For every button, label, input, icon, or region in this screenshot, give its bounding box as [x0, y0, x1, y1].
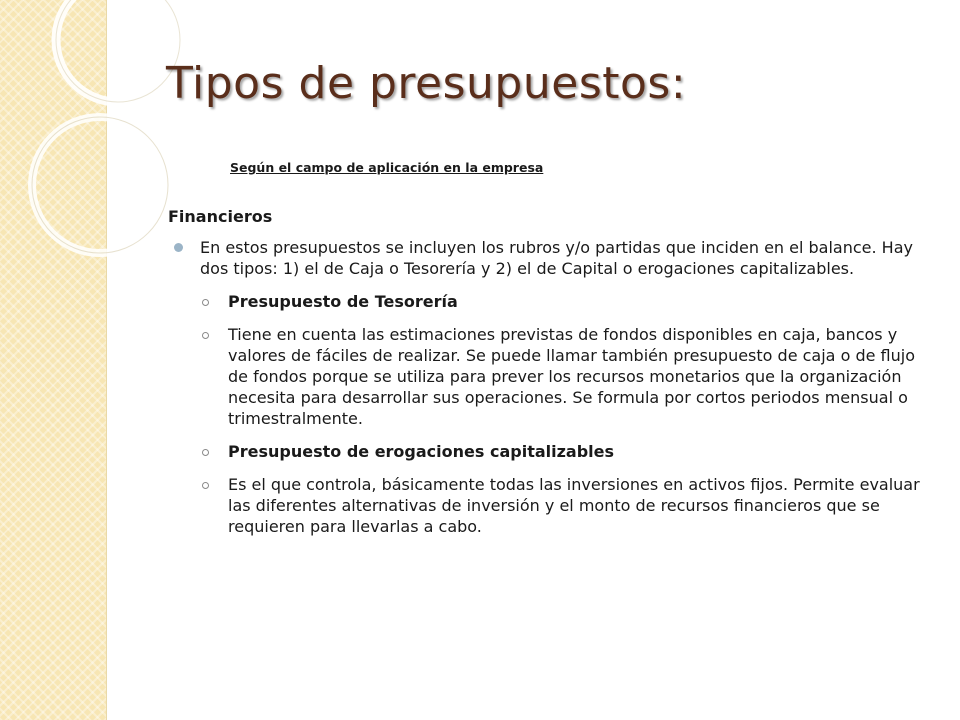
hollow-circle-bullet-icon	[202, 332, 209, 339]
sub-item-text: Tiene en cuenta las estimaciones previstas de fondos disponibles en caja, bancos y valores de fáciles de realizar. Se puede llamar también presupuesto de caja o de flujo de fondos porque se utiliza para prever los recursos monetarios que la organización necesita para desarrollar sus operaciones. Se formula por cortos periodos mensual o trimestralmente.	[228, 325, 915, 428]
hollow-circle-bullet-icon	[202, 299, 209, 306]
slide-content	[168, 206, 938, 549]
sub-item-capital-description	[168, 474, 938, 537]
hollow-circle-bullet-icon	[202, 482, 209, 489]
filled-circle-bullet-icon	[174, 243, 183, 252]
section-heading: Financieros	[168, 207, 273, 226]
hollow-circle-bullet-icon	[202, 449, 209, 456]
sub-item-text: Presupuesto de Tesorería	[228, 292, 458, 311]
slide-title: Tipos de presupuestos:	[166, 58, 687, 109]
side-decorative-band	[0, 0, 107, 720]
sub-item-treasury-heading	[168, 291, 938, 312]
sub-item-text: Es el que controla, básicamente todas las inversiones en activos fijos. Permite evaluar las diferentes alternativas de inversión y el monto de recursos financieros que se requieren para llevarlas a cabo.	[228, 475, 920, 536]
sub-item-text: Presupuesto de erogaciones capitalizables	[228, 442, 615, 461]
sub-item-capital-heading	[168, 441, 938, 462]
bullet-text: En estos presupuestos se incluyen los rubros y/o partidas que inciden en el balance. Hay dos tipos: 1) el de Caja o Tesorería y 2) el de Capital o erogaciones capitalizables.	[200, 238, 913, 278]
slide-subtitle: Según el campo de aplicación en la empresa	[230, 160, 544, 175]
bullet-item	[168, 237, 938, 279]
sub-item-treasury-description	[168, 324, 938, 429]
